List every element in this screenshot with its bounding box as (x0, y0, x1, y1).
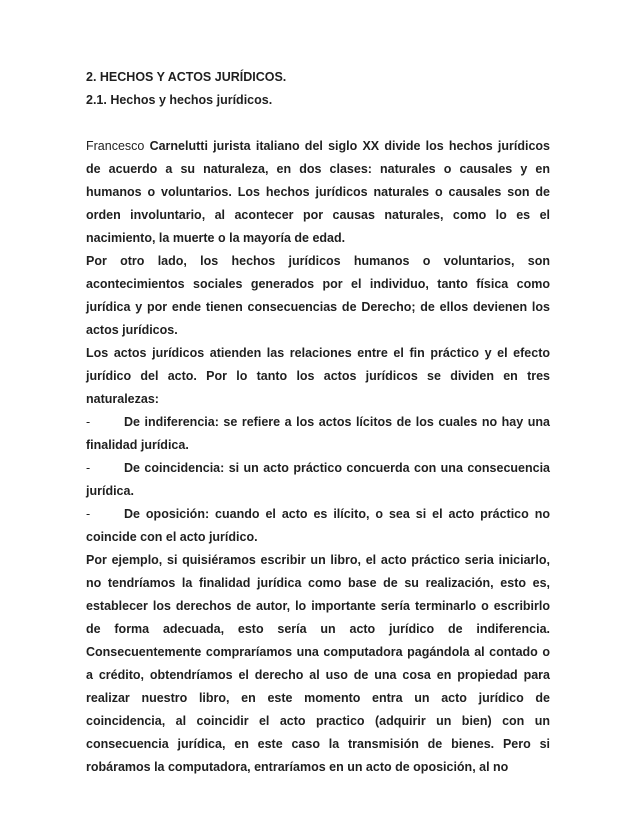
paragraph-ejemplo: Por ejemplo, si quisiéramos escribir un libro, el acto práctico seria iniciarlo, no tendríamos la finalidad jurídica como base de su realización, esto es, establecer los derechos de autor, lo importante sería terminarlo o escribirlo de forma adecuada, esto sería un acto jurídico de indiferencia. Consecuentemente compraríamos una computadora pagándola al contado o a crédito, obtendríamos el derecho al uso de una cosa en propiedad para realizar nuestro libro, en este momento entra un acto jurídico de coincidencia, al coincidir el acto practico (adquirir un bien) con un consecuencia jurídica, en este caso la transmisión de bienes. Pero si robáramos la computadora, entraríamos en un acto de oposición, al no (86, 553, 550, 774)
list-item-indiferencia (86, 411, 550, 457)
list-dash: - (86, 415, 91, 429)
paragraph-lead-word: Francesco (86, 139, 145, 153)
list-item-oposicion (86, 503, 550, 549)
paragraph-hechos-juridicos (86, 135, 550, 250)
list-item-text: De oposición: cuando el acto es ilícito, o sea si el acto práctico no coincide con el acto jurídico. (86, 507, 550, 544)
paragraph-actos-juridicos: Los actos jurídicos atienden las relaciones entre el fin práctico y el efecto jurídico del acto. Por lo tanto los actos jurídicos se dividen en tres naturalezas: (86, 346, 550, 406)
list-item-coincidencia (86, 457, 550, 503)
subsection-heading: 2.1. Hechos y hechos jurídicos. (86, 93, 273, 107)
list-dash: - (86, 507, 91, 521)
paragraph-text: Carnelutti jurista italiano del siglo XX divide los hechos jurídicos de acuerdo a su naturaleza, en dos clases: naturales o causales y en humanos o voluntarios. Los hechos jurídicos naturales o causales son de orden involuntario, al acontecer por causas naturales, como lo es el nacimiento, la muerte o la mayoría de edad. (86, 139, 550, 245)
section-heading: 2. HECHOS Y ACTOS JURÍDICOS. (86, 70, 287, 84)
list-item-text: De coincidencia: si un acto práctico concuerda con una consecuencia jurídica. (86, 461, 550, 498)
document-body (86, 66, 550, 779)
list-dash: - (86, 461, 91, 475)
list-item-text: De indiferencia: se refiere a los actos lícitos de los cuales no hay una finalidad jurídica. (86, 415, 550, 452)
paragraph-hechos-humanos: Por otro lado, los hechos jurídicos humanos o voluntarios, son acontecimientos sociales generados por el individuo, tanto física como jurídica y por ende tienen consecuencias de Derecho; de ellos devienen los actos jurídicos. (86, 254, 550, 337)
